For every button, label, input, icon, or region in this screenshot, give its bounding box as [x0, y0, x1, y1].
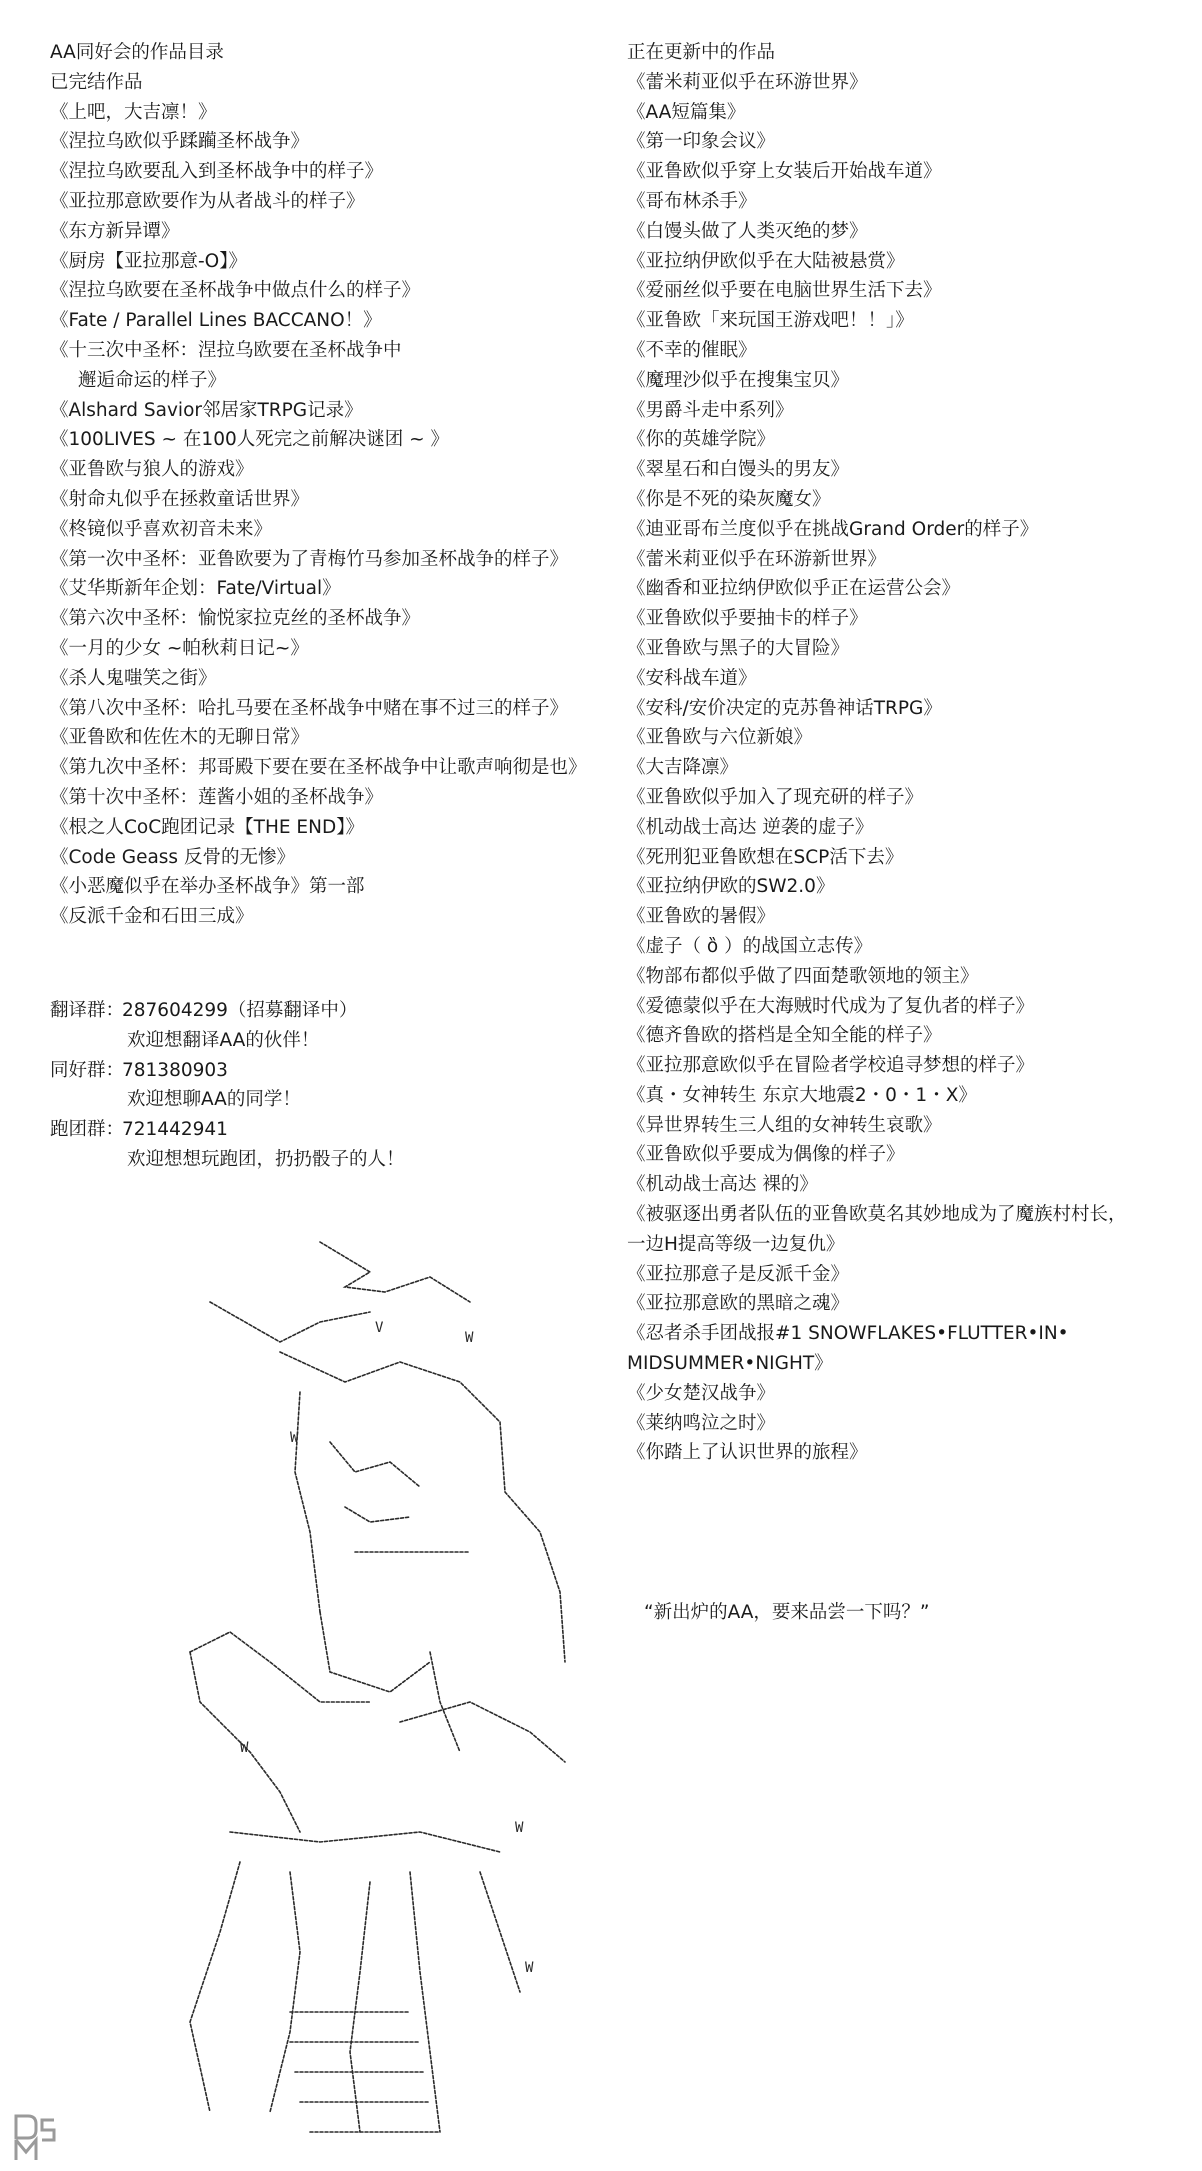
- work-title-item: 《根之人CoC跑团记录【THE END】》: [50, 816, 364, 838]
- work-title-item: 《真・女神转生 东京大地震2・0・1・X》: [627, 1084, 977, 1106]
- work-title-item: 《爱德蒙似乎在大海贼时代成为了复仇者的样子》: [627, 995, 1035, 1017]
- work-title-item: 《亚鲁欧似乎要成为偶像的样子》: [627, 1144, 905, 1166]
- work-title-item: 《亚鲁欧似乎穿上女装后开始战车道》: [627, 161, 942, 183]
- fan-group-value: 781380903: [122, 1059, 228, 1081]
- work-title-item: 《亚鲁欧与黑子的大冒险》: [627, 637, 850, 659]
- work-title-item: 《亚鲁欧与六位新娘》: [627, 727, 813, 749]
- trpg-group-value: 721442941: [122, 1119, 228, 1141]
- work-title-item: 《大吉降凛》: [627, 757, 739, 779]
- work-title-item: 《亚鲁欧似乎加入了现充研的样子》: [627, 786, 924, 808]
- translate-group-row: [50, 996, 405, 1026]
- work-title-item: 邂逅命运的样子》: [78, 369, 227, 391]
- work-title-item: 《异世界转生三人组的女神转生哀歌》: [627, 1114, 942, 1136]
- caption-quote: “新出炉的AA，要来品尝一下吗？”: [644, 1602, 930, 1623]
- work-title-item: 《蕾米莉亚似乎在环游世界》: [627, 71, 868, 93]
- dm5-logo-icon: [10, 2110, 66, 2166]
- work-title-item: 《莱纳鸣泣之时》: [627, 1412, 776, 1434]
- work-title-item: 《上吧，大吉凛！》: [50, 101, 217, 123]
- work-title-item: 《白馒头做了人类灭绝的梦》: [627, 220, 868, 242]
- work-title-item: MIDSUMMER•NIGHT》: [627, 1353, 833, 1375]
- svg-text:W: W: [515, 1820, 524, 1836]
- work-title-item: 《亚鲁欧和佐佐木的无聊日常》: [50, 727, 310, 749]
- ascii-art-character: [170, 1232, 600, 2142]
- work-title-item: 《柊镜似乎喜欢初音未来》: [50, 518, 273, 540]
- work-title-item: 《机动战士高达 裸的》: [627, 1174, 818, 1196]
- work-title-item: 《亚拉那意欧的黑暗之魂》: [627, 1293, 850, 1315]
- work-title-item: 一边H提高等级一边复仇》: [627, 1233, 845, 1255]
- work-title-item: 《杀人鬼嗤笑之街》: [50, 667, 217, 689]
- svg-text:W: W: [290, 1430, 299, 1446]
- work-title-item: 《爱丽丝似乎要在电脑世界生活下去》: [627, 280, 942, 302]
- work-title-item: 《虚子（ ȍ ）的战国立志传》: [627, 935, 873, 957]
- work-title-item: 《亚拉那意子是反派千金》: [627, 1263, 850, 1285]
- fan-group-row: [50, 1056, 405, 1086]
- work-title-item: 《亚拉那意欧似乎在冒险者学校追寻梦想的样子》: [627, 1055, 1035, 1077]
- work-title-item: 《AA短篇集》: [627, 101, 746, 123]
- work-title-item: 《涅拉乌欧要乱入到圣杯战争中的样子》: [50, 161, 384, 183]
- work-title-item: 《幽香和亚拉纳伊欧似乎正在运营公会》: [627, 578, 961, 600]
- ongoing-list: [627, 68, 1187, 1468]
- work-title-item: 《小恶魔似乎在举办圣杯战争》第一部: [50, 876, 365, 898]
- translate-group-label: 翻译群：: [50, 1000, 125, 1021]
- work-title-item: 《东方新异谭》: [50, 220, 180, 242]
- work-title-item: 《哥布林杀手》: [627, 190, 757, 212]
- work-title-item: 《第九次中圣杯：邦哥殿下要在要在圣杯战争中让歌声响彻是也》: [50, 757, 587, 779]
- ongoing-heading: 正在更新中的作品: [627, 42, 776, 63]
- svg-text:V: V: [375, 1320, 384, 1336]
- work-title-item: 《厨房【亚拉那意-O】》: [50, 250, 247, 272]
- work-title-item: 《亚鲁欧似乎要抽卡的样子》: [627, 608, 868, 630]
- work-title-item: 《少女楚汉战争》: [627, 1382, 776, 1404]
- work-title-item: 《物部布都似乎做了四面楚歌领地的领主》: [627, 965, 979, 987]
- svg-text:W: W: [465, 1330, 474, 1346]
- fan-group-label: 同好群：: [50, 1059, 125, 1081]
- work-title-item: 《Fate / Parallel Lines BACCANO！》: [50, 310, 382, 332]
- work-title-item: 《第八次中圣杯：哈扎马要在圣杯战争中赌在事不过三的样子》: [50, 697, 569, 719]
- work-title-item: 《反派千金和石田三成》: [50, 906, 254, 928]
- work-title-item: 《被驱逐出勇者队伍的亚鲁欧莫名其妙地成为了魔族村村长，: [627, 1204, 1127, 1226]
- work-title-item: 《翠星石和白馒头的男友》: [627, 459, 850, 481]
- work-title-item: 《安科战车道》: [627, 667, 757, 689]
- work-title-item: 《魔理沙似乎在搜集宝贝》: [627, 369, 850, 391]
- work-title-item: 《你的英雄学院》: [627, 429, 776, 451]
- completed-works-column: [50, 38, 610, 932]
- work-title-item: 《第十次中圣杯：莲酱小姐的圣杯战争》: [50, 786, 384, 808]
- work-title-item: 《第六次中圣杯：愉悦家拉克丝的圣杯战争》: [50, 608, 421, 630]
- work-title-item: 《艾华斯新年企划：Fate/Virtual》: [50, 578, 341, 600]
- work-title-item: 《射命丸似乎在拯救童话世界》: [50, 488, 310, 510]
- work-title-item: 《第一印象会议》: [627, 131, 776, 153]
- work-title-item: 《男爵斗走中系列》: [627, 399, 794, 421]
- svg-text:W: W: [240, 1740, 249, 1756]
- completed-heading: 已完结作品: [50, 71, 143, 93]
- svg-text:W: W: [525, 1960, 534, 1976]
- trpg-group-label: 跑团群：: [50, 1119, 125, 1141]
- work-title-item: 《不幸的催眠》: [627, 339, 757, 361]
- work-title-item: 《德齐鲁欧的搭档是全知全能的样子》: [627, 1025, 942, 1047]
- trpg-group-note: 欢迎想想玩跑团，扔扔骰子的人！: [127, 1148, 405, 1170]
- work-title-item: 《死刑犯亚鲁欧想在SCP活下去》: [627, 846, 904, 868]
- work-title-item: 《一月的少女 ~帕秋莉日记~》: [50, 637, 309, 659]
- work-title-item: 《涅拉乌欧要在圣杯战争中做点什么的样子》: [50, 280, 421, 302]
- work-title-item: 《亚鲁欧「来玩国王游戏吧！！」》: [627, 310, 914, 332]
- work-title-item: 《安科/安价决定的克苏鲁神话TRPG》: [627, 697, 942, 719]
- work-title-item: 《Code Geass 反骨的无惨》: [50, 846, 295, 868]
- work-title-item: 《迪亚哥布兰度似乎在挑战Grand Order的样子》: [627, 518, 1039, 540]
- work-title-item: 《蕾米莉亚似乎在环游新世界》: [627, 548, 887, 570]
- work-title-item: 《亚拉纳伊欧似乎在大陆被悬赏》: [627, 250, 905, 272]
- work-title-item: 《亚拉纳伊欧的SW2.0》: [627, 876, 835, 898]
- completed-list: [50, 98, 610, 932]
- trpg-group-row: [50, 1115, 405, 1145]
- translate-group-note: 欢迎想翻译AA的伙伴！: [127, 1029, 320, 1051]
- work-title-item: 《你是不死的染灰魔女》: [627, 488, 831, 510]
- work-title-item: 《忍者杀手团战报#1 SNOWFLAKES•FLUTTER•IN•: [627, 1323, 1069, 1345]
- work-title-item: 《亚鲁欧的暑假》: [627, 906, 776, 928]
- work-title-item: 《涅拉乌欧似乎蹂躏圣杯战争》: [50, 131, 310, 153]
- catalog-title: AA同好会的作品目录: [50, 42, 224, 63]
- translate-group-value: 287604299（招募翻译中）: [122, 1000, 358, 1021]
- work-title-item: 《Alshard Savior邻居家TRPG记录》: [50, 399, 363, 421]
- work-title-item: 《100LIVES ~ 在100人死完之前解决谜团 ~ 》: [50, 429, 449, 451]
- work-title-item: 《第一次中圣杯：亚鲁欧要为了青梅竹马参加圣杯战争的样子》: [50, 548, 569, 570]
- group-info: [50, 996, 405, 1175]
- ongoing-works-column: [627, 38, 1187, 1468]
- work-title-item: 《亚鲁欧与狼人的游戏》: [50, 459, 254, 481]
- work-title-item: 《十三次中圣杯：涅拉乌欧要在圣杯战争中: [50, 339, 402, 361]
- work-title-item: 《亚拉那意欧要作为从者战斗的样子》: [50, 190, 365, 212]
- work-title-item: 《你踏上了认识世界的旅程》: [627, 1442, 868, 1464]
- fan-group-note: 欢迎想聊AA的同学！: [127, 1089, 301, 1111]
- work-title-item: 《机动战士高达 逆袭的虚子》: [627, 816, 874, 838]
